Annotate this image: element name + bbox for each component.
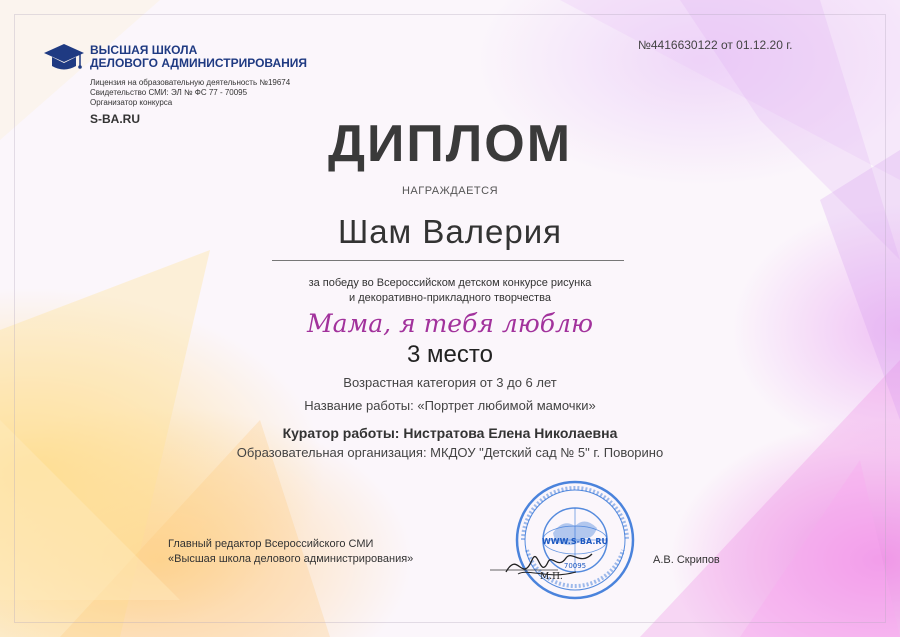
name-underline — [272, 260, 624, 261]
stamp-mark: М.П. — [540, 572, 563, 582]
editor-line1: Главный редактор Всероссийского СМИ — [168, 538, 374, 550]
stamp-site-text: WWW.S-BA.RU — [541, 537, 609, 546]
contest-name: Мама, я тебя люблю — [307, 309, 593, 338]
award-reason — [0, 276, 900, 306]
media-certificate-text: Свидетельство СМИ: ЭЛ № ФС 77 - 70095 — [90, 88, 248, 97]
editor-title — [168, 537, 413, 567]
document-number: №4416630122 от 01.12.20 г. — [638, 38, 793, 52]
reason-line1: за победу во Всероссийском детском конкурсе рисунка — [308, 277, 592, 289]
signer-name: А.В. Скрипов — [653, 554, 720, 566]
license-text: Лицензия на образовательную деятельность №19674 — [90, 78, 291, 87]
stamp-number-text: 70095 — [563, 562, 587, 570]
work-title: Название работы: «Портрет любимой мамочки» — [304, 398, 596, 413]
organizer-label: Организатор конкурса — [90, 98, 173, 107]
reason-line2: и декоративно-прикладного творчества — [349, 292, 551, 304]
organization: Образовательная организация: МКДОУ "Детский сад № 5" г. Поворино — [236, 445, 664, 460]
org-name — [90, 44, 307, 70]
recipient-name: Шам Валерия — [337, 213, 563, 250]
graduation-cap-icon — [44, 42, 84, 72]
signature — [488, 540, 608, 590]
awarded-label: НАГРАЖДАЕТСЯ — [401, 185, 499, 197]
age-category: Возрастная категория от 3 до 6 лет — [343, 375, 557, 390]
site-link[interactable]: S-BA.RU — [90, 112, 140, 126]
place-award: 3 место — [407, 341, 493, 368]
org-name-line2: ДЕЛОВОГО АДМИНИСТРИРОВАНИЯ — [90, 56, 308, 70]
org-name-line1: ВЫСШАЯ ШКОЛА — [90, 43, 198, 57]
editor-line2: «Высшая школа делового администрирования» — [168, 553, 414, 565]
diploma-title: ДИПЛОМ — [327, 115, 573, 173]
curator: Куратор работы: Нистратова Елена Николаевна — [282, 425, 618, 441]
